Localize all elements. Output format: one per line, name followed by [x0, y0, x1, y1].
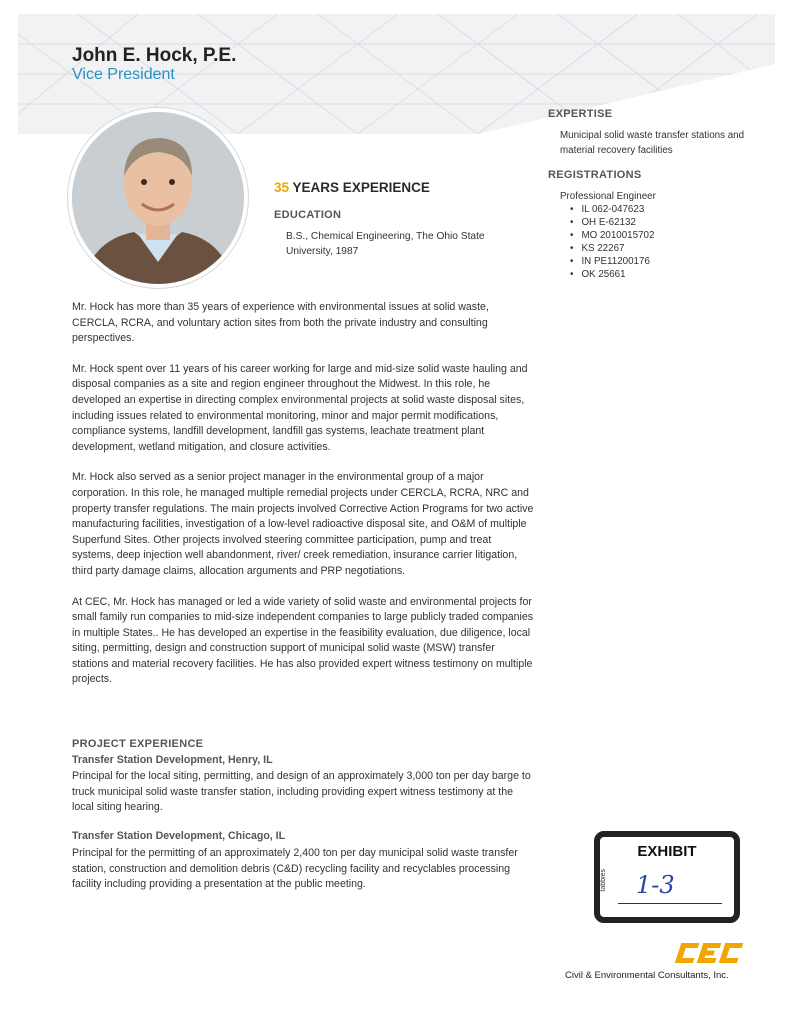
bio-paragraph: Mr. Hock has more than 35 years of experience with environmental issues at solid waste, CERCLA, RCRA, and voluntary action sites from both the private industry and consulting perspectives.	[72, 301, 489, 345]
registration-item: • MO 2010015702	[570, 229, 654, 242]
registrations-intro: Professional Engineer	[560, 191, 656, 202]
company-name: Civil & Environmental Consultants, Inc.	[565, 970, 729, 981]
biography	[72, 300, 534, 703]
exhibit-title: EXHIBIT	[637, 843, 697, 860]
registrations-heading: REGISTRATIONS	[548, 169, 642, 181]
registrations-list	[570, 203, 654, 281]
person-name: John E. Hock, P.E.	[72, 45, 237, 66]
registration-item: • OH E-62132	[570, 216, 654, 229]
education-text: B.S., Chemical Engineering, The Ohio State University, 1987	[286, 231, 485, 257]
profile-photo	[68, 108, 248, 288]
project-description: Principal for the permitting of an approximately 2,400 ton per day municipal solid waste transfer station, construction and demolition debris (C&D) recycling facility and recyclables processing facility including providing a presentation at the public meeting.	[72, 847, 518, 891]
project-experience-heading: PROJECT EXPERIENCE	[72, 738, 204, 750]
bio-paragraph: At CEC, Mr. Hock has managed or led a wide variety of solid waste and environmental projects for small family run companies to mid-size independent companies to large publicly traded companies in multiple States.. He has developed an expertise in the feasibility evaluation, due diligence, local siting, permitting, design and construction support of municipal solid waste (MSW) transfer stations and material recovery facilities. He has also provided expert witness testimony on multiple projects.	[72, 595, 534, 686]
expertise-heading: EXPERTISE	[548, 108, 613, 120]
education-heading: EDUCATION	[274, 209, 342, 221]
exhibit-vertical-label: tabbies	[600, 869, 607, 892]
project-name: Transfer Station Development, Henry, IL	[72, 754, 273, 766]
person-title: Vice President	[72, 66, 175, 83]
exhibit-handwritten-number: 1-3	[636, 871, 675, 899]
expertise-text: Municipal solid waste transfer stations and material recovery facilities	[560, 130, 745, 156]
cec-logo-icon	[672, 941, 744, 965]
registration-item: • IN PE11200176	[570, 255, 654, 268]
registration-item: • KS 22267	[570, 242, 654, 255]
registration-item: • IL 062-047623	[570, 203, 654, 216]
bio-paragraph: Mr. Hock also served as a senior project manager in the environmental group of a major corporation. In this role, he managed multiple remedial projects under CERCLA, RCRA, NRC and property transfer regulations. The main projects involved Corrective Action Programs for two active manufacturing facilities, investigation of a low-level radioactive disposal site, and O&M of multiple Superfund Sites. Other projects involved steering committee participation, pump and treat systems, deep injection well abandonment, river/ creek remediation, insurance carrier litigation, third party damage claims, allocation arguments and PRP negotiations.	[72, 471, 534, 577]
project-name: Transfer Station Development, Chicago, IL	[72, 830, 286, 842]
years-label: YEARS EXPERIENCE	[292, 180, 430, 195]
project-description: Principal for the local siting, permitting, and design of an approximately 3,000 ton per day barge to truck municipal solid waste transfer station, including providing expert witness testimony at the local siting hearing.	[72, 770, 531, 814]
years-number: 35	[274, 180, 290, 195]
exhibit-underline	[618, 903, 722, 904]
exhibit-stamp	[594, 831, 740, 923]
registration-item: • OK 25661	[570, 268, 654, 281]
years-experience	[274, 180, 430, 195]
bio-paragraph: Mr. Hock spent over 11 years of his career working for large and mid-size solid waste hauling and disposal companies as a site and region engineer throughout the Midwest. In this role, he developed an expertise in directing complex environmental projects at solid waste disposal sites, including issues related to environmental monitoring, minor and major permit modifications, compliance systems, landfill development, landfill gas systems, leachate treatment plant development, wetland mitigation, and closure activities.	[72, 362, 528, 453]
